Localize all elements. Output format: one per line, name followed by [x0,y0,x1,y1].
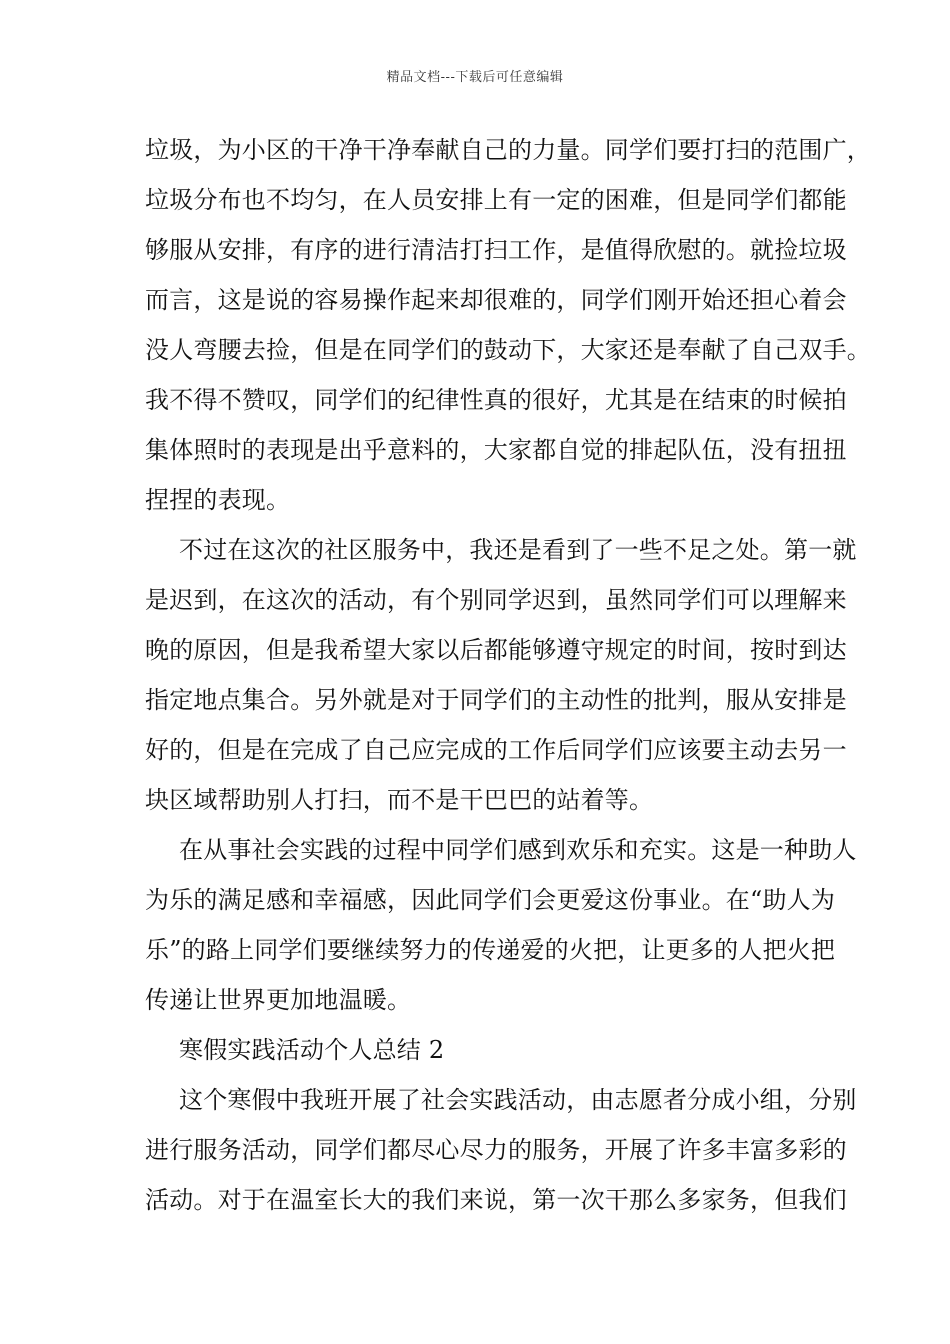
text-line: 块区域帮助别人打扫，而不是干巴巴的站着等。 [145,786,654,814]
paragraph-5 [145,1075,857,1225]
text-line: 垃圾，为小区的干净干净奉献自己的力量。同学们要打扫的范围广， [145,136,871,164]
paragraph-1 [145,125,871,525]
text-line: 进行服务活动，同学们都尽心尽力的服务，开展了许多丰富多彩的 [145,1136,847,1164]
text-line: 垃圾分布也不均匀，在人员安排上有一定的困难，但是同学们都能 [145,186,847,214]
text-line: 指定地点集合。另外就是对于同学们的主动性的批判，服从安排是 [145,686,847,714]
text-line: 在从事社会实践的过程中同学们感到欢乐和充实。这是一种助人 [179,836,857,864]
paragraph-2 [145,525,857,825]
text-line: 传递让世界更加地温暖。 [145,986,412,1014]
text-line: 捏捏的表现。 [145,486,291,514]
text-line: 好的，但是在完成了自己应完成的工作后同学们应该要主动去另一 [145,736,847,764]
heading-line: 寒假实践活动个人总结 2 [179,1036,445,1064]
text-line: 集体照时的表现是出乎意料的，大家都自觉的排起队伍，没有扭扭 [145,436,847,464]
text-line: 乐”的路上同学们要继续努力的传递爱的火把，让更多的人把火把 [145,936,836,964]
text-line: 而言，这是说的容易操作起来却很难的，同学们刚开始还担心着会 [145,286,847,314]
text-line: 是迟到，在这次的活动，有个别同学迟到，虽然同学们可以理解来 [145,586,847,614]
section-heading [145,1025,825,1075]
text-line: 没人弯腰去捡，但是在同学们的鼓动下，大家还是奉献了自己双手。 [145,336,871,364]
paragraph-3 [145,825,857,1025]
page-header: 精品文档---下载后可任意编辑 [386,70,564,85]
text-line: 活动。对于在温室长大的我们来说，第一次干那么多家务，但我们 [145,1186,847,1214]
text-line: 这个寒假中我班开展了社会实践活动，由志愿者分成小组，分别 [179,1086,857,1114]
text-line: 为乐的满足感和幸福感，因此同学们会更爱这份事业。在“助人为 [145,886,836,914]
text-line: 不过在这次的社区服务中，我还是看到了一些不足之处。第一就 [179,536,857,564]
document-body [145,125,871,1225]
text-line: 晚的原因，但是我希望大家以后都能够遵守规定的时间，按时到达 [145,636,847,664]
text-line: 我不得不赞叹，同学们的纪律性真的很好，尤其是在结束的时候拍 [145,386,847,414]
text-line: 够服从安排，有序的进行清洁打扫工作，是值得欣慰的。就捡垃圾 [145,236,847,264]
